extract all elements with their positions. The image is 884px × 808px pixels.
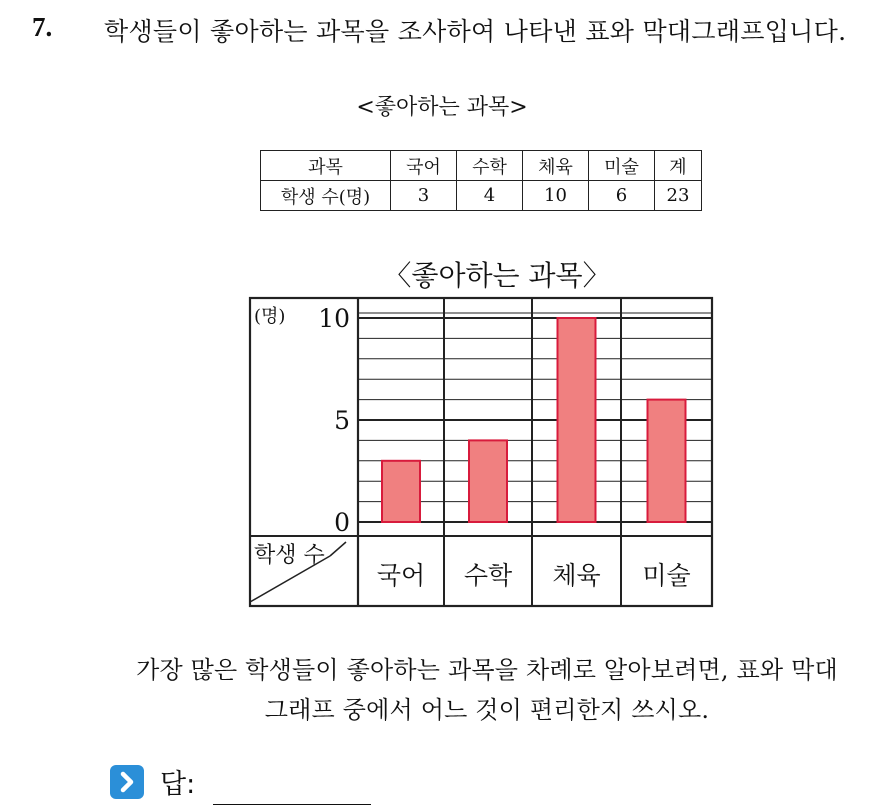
x-tick-label: 체육 xyxy=(552,561,601,590)
table-cell: 23 xyxy=(655,181,702,211)
corner-diagonal-end xyxy=(330,542,346,556)
table-row xyxy=(261,181,702,211)
table-column-header: 국어 xyxy=(391,151,457,181)
x-tick-label: 국어 xyxy=(376,561,426,590)
x-tick-label: 수학 xyxy=(463,561,513,590)
x-tick-label: 미술 xyxy=(642,561,691,590)
answer-blank-line[interactable] xyxy=(213,804,371,805)
table-title: <좋아하는 과목> xyxy=(356,95,528,120)
data-table xyxy=(260,150,702,211)
chart-title: 〈좋아하는 과목〉 xyxy=(383,259,611,292)
question-number: 7. xyxy=(32,12,53,42)
question-text: 학생들이 좋아하는 과목을 조사하여 나타낸 표와 막대그래프입니다. xyxy=(104,17,847,46)
y-tick-label: 0 xyxy=(334,508,350,537)
bar-미술 xyxy=(648,400,686,522)
table-column-header: 계 xyxy=(655,151,702,181)
bar-chart xyxy=(246,294,716,610)
prompt-line-2: 그래프 중에서 어느 것이 편리한지 쓰시오. xyxy=(264,696,710,724)
table-cell: 4 xyxy=(457,181,523,211)
y-tick-label: 5 xyxy=(334,406,350,435)
bar-수학 xyxy=(469,440,507,522)
y-unit-label: (명) xyxy=(254,306,286,327)
table-column-header: 체육 xyxy=(523,151,589,181)
table-header-label: 과목 xyxy=(261,151,391,181)
table-cell: 3 xyxy=(391,181,457,211)
corner-label: 학생 수 xyxy=(254,543,325,568)
prompt-line-1: 가장 많은 학생들이 좋아하는 과목을 차례로 알아보려면, 표와 막대 xyxy=(136,656,838,684)
answer-label: 답: xyxy=(160,769,196,800)
table-column-header: 미술 xyxy=(589,151,655,181)
chevron-right-icon xyxy=(110,765,144,799)
bar-체육 xyxy=(558,318,596,522)
table-cell: 10 xyxy=(523,181,589,211)
bar-국어 xyxy=(382,461,420,522)
table-cell: 6 xyxy=(589,181,655,211)
y-tick-label: 10 xyxy=(318,304,350,333)
table-column-header: 수학 xyxy=(457,151,523,181)
table-header-row xyxy=(261,151,702,181)
table-row-label: 학생 수(명) xyxy=(261,181,391,211)
